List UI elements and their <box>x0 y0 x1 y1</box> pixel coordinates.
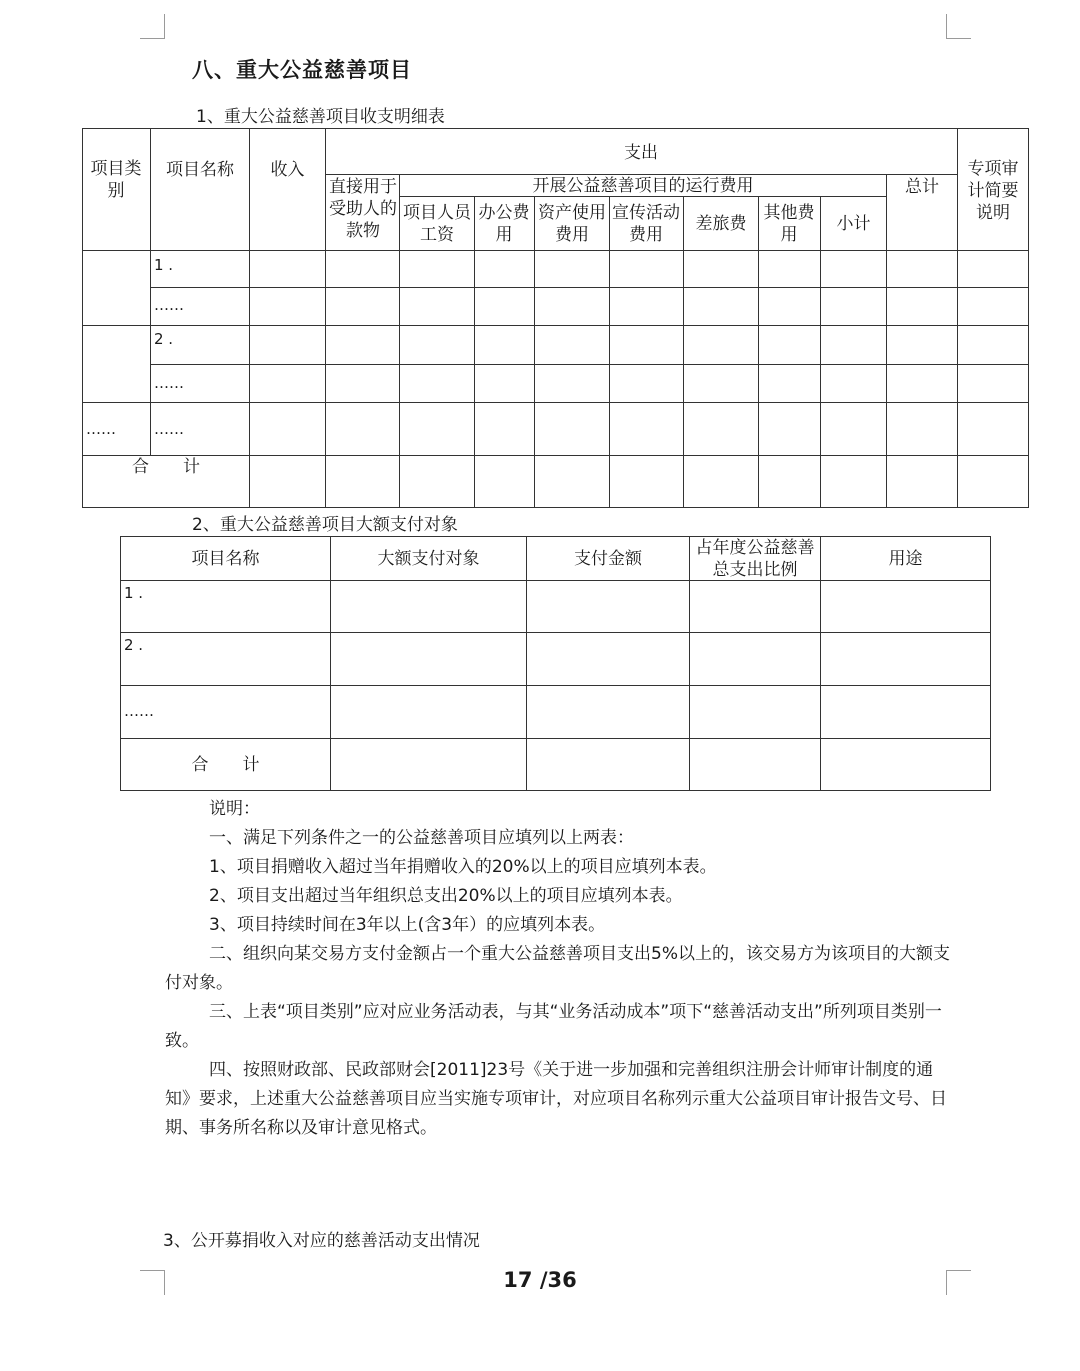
row-category-ellipsis: …… <box>86 420 116 438</box>
t2-header-ratio: 占年度公益慈善总支出比例 <box>695 537 815 580</box>
header-total: 总计 <box>905 177 939 197</box>
t2-row-item-1: 1 . <box>124 584 144 602</box>
header-office-fees: 办公费用 <box>478 203 530 245</box>
t2-row-item-2: 2 . <box>124 636 144 654</box>
header-category: 项目类别 <box>90 159 142 201</box>
t2-header-project-name: 项目名称 <box>191 548 260 569</box>
header-staff-salary: 项目人员工资 <box>403 203 471 245</box>
header-promo-fees: 宣传活动费用 <box>612 203 680 245</box>
page-number: 17 /36 <box>503 1268 577 1292</box>
header-subtotal: 小计 <box>836 214 871 234</box>
row-item-2: 2 . <box>154 330 174 348</box>
crop-mark-top-right <box>946 14 971 39</box>
header-asset-fees: 资产使用费用 <box>538 203 606 245</box>
note-1b: 2、项目支出超过当年组织总支出20%以上的项目应填列本表。 <box>209 886 683 906</box>
note-1c: 3、项目持续时间在3年以上(含3年）的应填列本表。 <box>209 915 606 935</box>
t2-total-row-label: 合 计 <box>191 755 260 775</box>
section-title: 八、重大公益慈善项目 <box>192 58 412 82</box>
note-1: 一、满足下列条件之一的公益慈善项目应填列以上两表： <box>209 828 634 848</box>
row-ellipsis: …… <box>154 296 184 314</box>
note-2: 二、组织向某交易方支付金额占一个重大公益慈善项目支出5%以上的，该交易方为该项目的大额支付对象。 <box>165 944 950 993</box>
header-travel: 差旅费 <box>695 214 747 234</box>
row-ellipsis: …… <box>154 374 184 392</box>
notes-heading: 说明： <box>209 799 260 819</box>
t2-header-amount: 支付金额 <box>574 548 642 569</box>
header-income: 收入 <box>270 160 305 180</box>
table2-caption: 2、重大公益慈善项目大额支付对象 <box>192 515 458 535</box>
header-project-name: 项目名称 <box>166 160 234 180</box>
header-expense: 支出 <box>624 143 658 163</box>
header-running-costs: 开展公益慈善项目的运行费用 <box>532 176 754 196</box>
row-item-1: 1 . <box>154 256 174 274</box>
crop-mark-top-left <box>140 14 165 39</box>
header-audit-note: 专项审计简要说明 <box>967 159 1019 223</box>
table1-caption: 1、重大公益慈善项目收支明细表 <box>196 107 445 127</box>
header-other-fees: 其他费用 <box>763 203 815 245</box>
header-direct-aid: 直接用于受助人的款物 <box>329 177 397 241</box>
t2-header-payee: 大额支付对象 <box>377 548 480 569</box>
row-ellipsis: …… <box>154 420 184 438</box>
note-1a: 1、项目捐赠收入超过当年捐赠收入的20%以上的项目应填列本表。 <box>209 857 717 877</box>
total-row-label: 合 计 <box>132 457 200 477</box>
t2-header-usage: 用途 <box>888 548 923 569</box>
t2-row-ellipsis: …… <box>124 702 154 720</box>
note-3: 三、上表“项目类别”应对应业务活动表，与其“业务活动成本”项下“慈善活动支出”所列项目类别一致。 <box>165 1002 942 1051</box>
notes <box>165 795 955 1143</box>
section3-heading: 3、公开募捐收入对应的慈善活动支出情况 <box>163 1231 480 1251</box>
note-4: 四、按照财政部、民政部财会[2011]23号《关于进一步加强和完善组织注册会计师审计制度的通知》要求，上述重大公益慈善项目应当实施专项审计，对应项目名称列示重大公益项目审计报告文号、日期、事务所名称以及审计意见格式。 <box>165 1060 947 1138</box>
